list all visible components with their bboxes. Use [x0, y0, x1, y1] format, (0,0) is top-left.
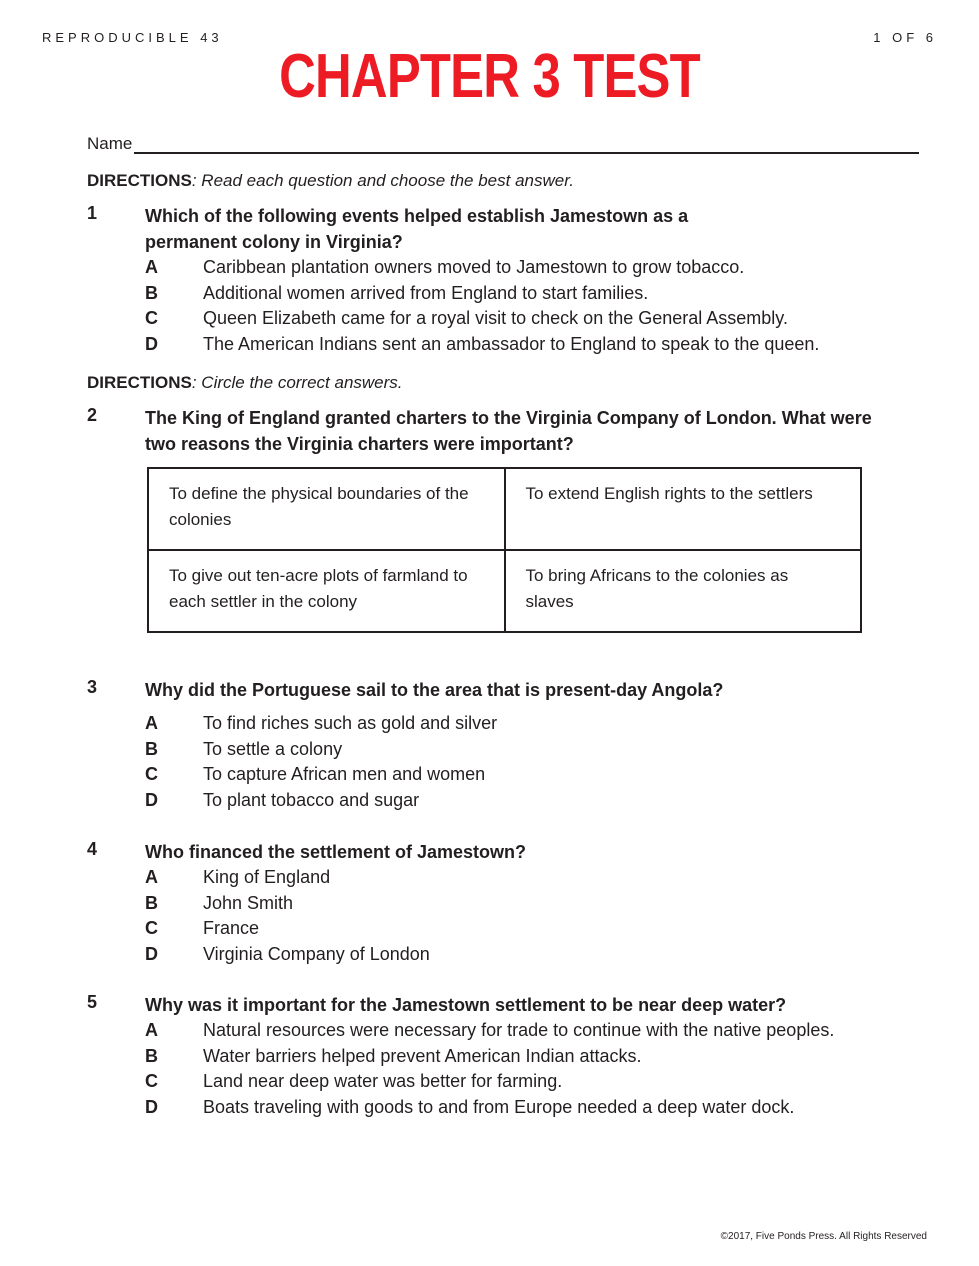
question-number: 2 [87, 405, 98, 425]
question-number: 5 [87, 992, 98, 1012]
question-text: Which of the following events helped establish Jamestown as a permanent colony in Virginia? [145, 206, 689, 252]
option-letter: B [145, 738, 158, 759]
options-list [145, 255, 927, 358]
option-letter: D [145, 944, 158, 965]
question-5 [87, 992, 927, 1121]
option-letter: A [145, 713, 158, 733]
option-c[interactable] [145, 306, 927, 332]
answer-grid [147, 467, 862, 633]
question-2 [87, 405, 927, 457]
option-letter: A [145, 1020, 158, 1040]
option-letter: A [145, 867, 158, 887]
option-text: To plant tobacco and sugar [203, 790, 420, 811]
option-letter: C [145, 764, 158, 785]
option-d[interactable] [145, 1095, 927, 1121]
directions-label: DIRECTIONS [87, 373, 192, 392]
grid-cell[interactable]: To bring Africans to the colonies as slaves [505, 550, 862, 632]
option-letter: C [145, 308, 158, 329]
option-b[interactable] [145, 891, 927, 917]
question-3 [87, 677, 927, 814]
option-letter: C [145, 1071, 158, 1092]
grid-row [148, 550, 861, 632]
option-a[interactable] [145, 255, 927, 281]
question-text: Why did the Portuguese sail to the area that is present-day Angola? [145, 680, 724, 700]
option-letter: B [145, 1045, 158, 1066]
directions-1 [87, 171, 574, 191]
directions-text: : Circle the correct answers. [191, 373, 403, 392]
option-letter: D [145, 790, 158, 811]
grid-cell[interactable]: To define the physical boundaries of the colonies [148, 468, 505, 550]
question-text: Who financed the settlement of Jamestown? [145, 842, 527, 862]
option-letter: A [145, 257, 158, 277]
option-d[interactable] [145, 942, 927, 968]
question-number: 1 [87, 203, 98, 223]
option-letter: B [145, 892, 158, 913]
option-text: Virginia Company of London [203, 944, 430, 965]
directions-text: : Read each question and choose the best answer. [191, 171, 574, 190]
option-a[interactable] [145, 711, 927, 737]
directions-2 [87, 373, 403, 393]
directions-label: DIRECTIONS [87, 171, 192, 190]
option-a[interactable] [145, 865, 927, 891]
question-text: Why was it important for the Jamestown settlement to be near deep water? [145, 995, 787, 1015]
option-text: Caribbean plantation owners moved to Jamestown to grow tobacco. [203, 257, 745, 277]
option-text: Water barriers helped prevent American Indian attacks. [203, 1045, 642, 1066]
copyright-footer: ©2017, Five Ponds Press. All Rights Reserved [720, 1231, 927, 1242]
reproducible-label: REPRODUCIBLE 43 [42, 30, 223, 45]
grid-cell[interactable]: To extend English rights to the settlers [505, 468, 862, 550]
option-text: The American Indians sent an ambassador to England to speak to the queen. [203, 334, 820, 355]
name-label: Name [87, 134, 133, 153]
option-c[interactable] [145, 1069, 927, 1095]
option-text: King of England [203, 867, 331, 887]
option-d[interactable] [145, 788, 927, 814]
option-b[interactable] [145, 737, 927, 763]
option-letter: D [145, 334, 158, 355]
option-text: To capture African men and women [203, 764, 486, 785]
options-list [145, 1018, 927, 1121]
option-a[interactable] [145, 1018, 927, 1044]
option-text: To settle a colony [203, 738, 343, 759]
option-text: France [203, 918, 260, 939]
page-title: CHAPTER 3 TEST [279, 42, 700, 111]
option-c[interactable] [145, 762, 927, 788]
question-1 [87, 203, 927, 358]
grid-row [148, 468, 861, 550]
option-letter: D [145, 1097, 158, 1118]
option-text: To find riches such as gold and silver [203, 713, 498, 733]
page-indicator: 1 OF 6 [873, 30, 937, 45]
question-number: 3 [87, 677, 98, 697]
option-text: Natural resources were necessary for trade to continue with the native peoples. [203, 1020, 835, 1040]
option-text: Additional women arrived from England to start families. [203, 282, 649, 303]
option-letter: C [145, 918, 158, 939]
name-input-line[interactable] [134, 136, 919, 154]
option-letter: B [145, 282, 158, 303]
option-text: Land near deep water was better for farming. [203, 1071, 563, 1092]
option-c[interactable] [145, 916, 927, 942]
option-text: Queen Elizabeth came for a royal visit to check on the General Assembly. [203, 308, 788, 329]
name-row [87, 134, 919, 154]
question-text: The King of England granted charters to the Virginia Company of London. What were two reasons the Virginia charters were important? [145, 408, 872, 454]
option-text: John Smith [203, 892, 294, 913]
option-b[interactable] [145, 1044, 927, 1070]
option-d[interactable] [145, 332, 927, 358]
question-number: 4 [87, 839, 98, 859]
options-list [145, 865, 927, 968]
question-4 [87, 839, 927, 968]
option-b[interactable] [145, 281, 927, 307]
option-text: Boats traveling with goods to and from Europe needed a deep water dock. [203, 1097, 795, 1118]
grid-cell[interactable]: To give out ten-acre plots of farmland to each settler in the colony [148, 550, 505, 632]
options-list [145, 711, 927, 814]
